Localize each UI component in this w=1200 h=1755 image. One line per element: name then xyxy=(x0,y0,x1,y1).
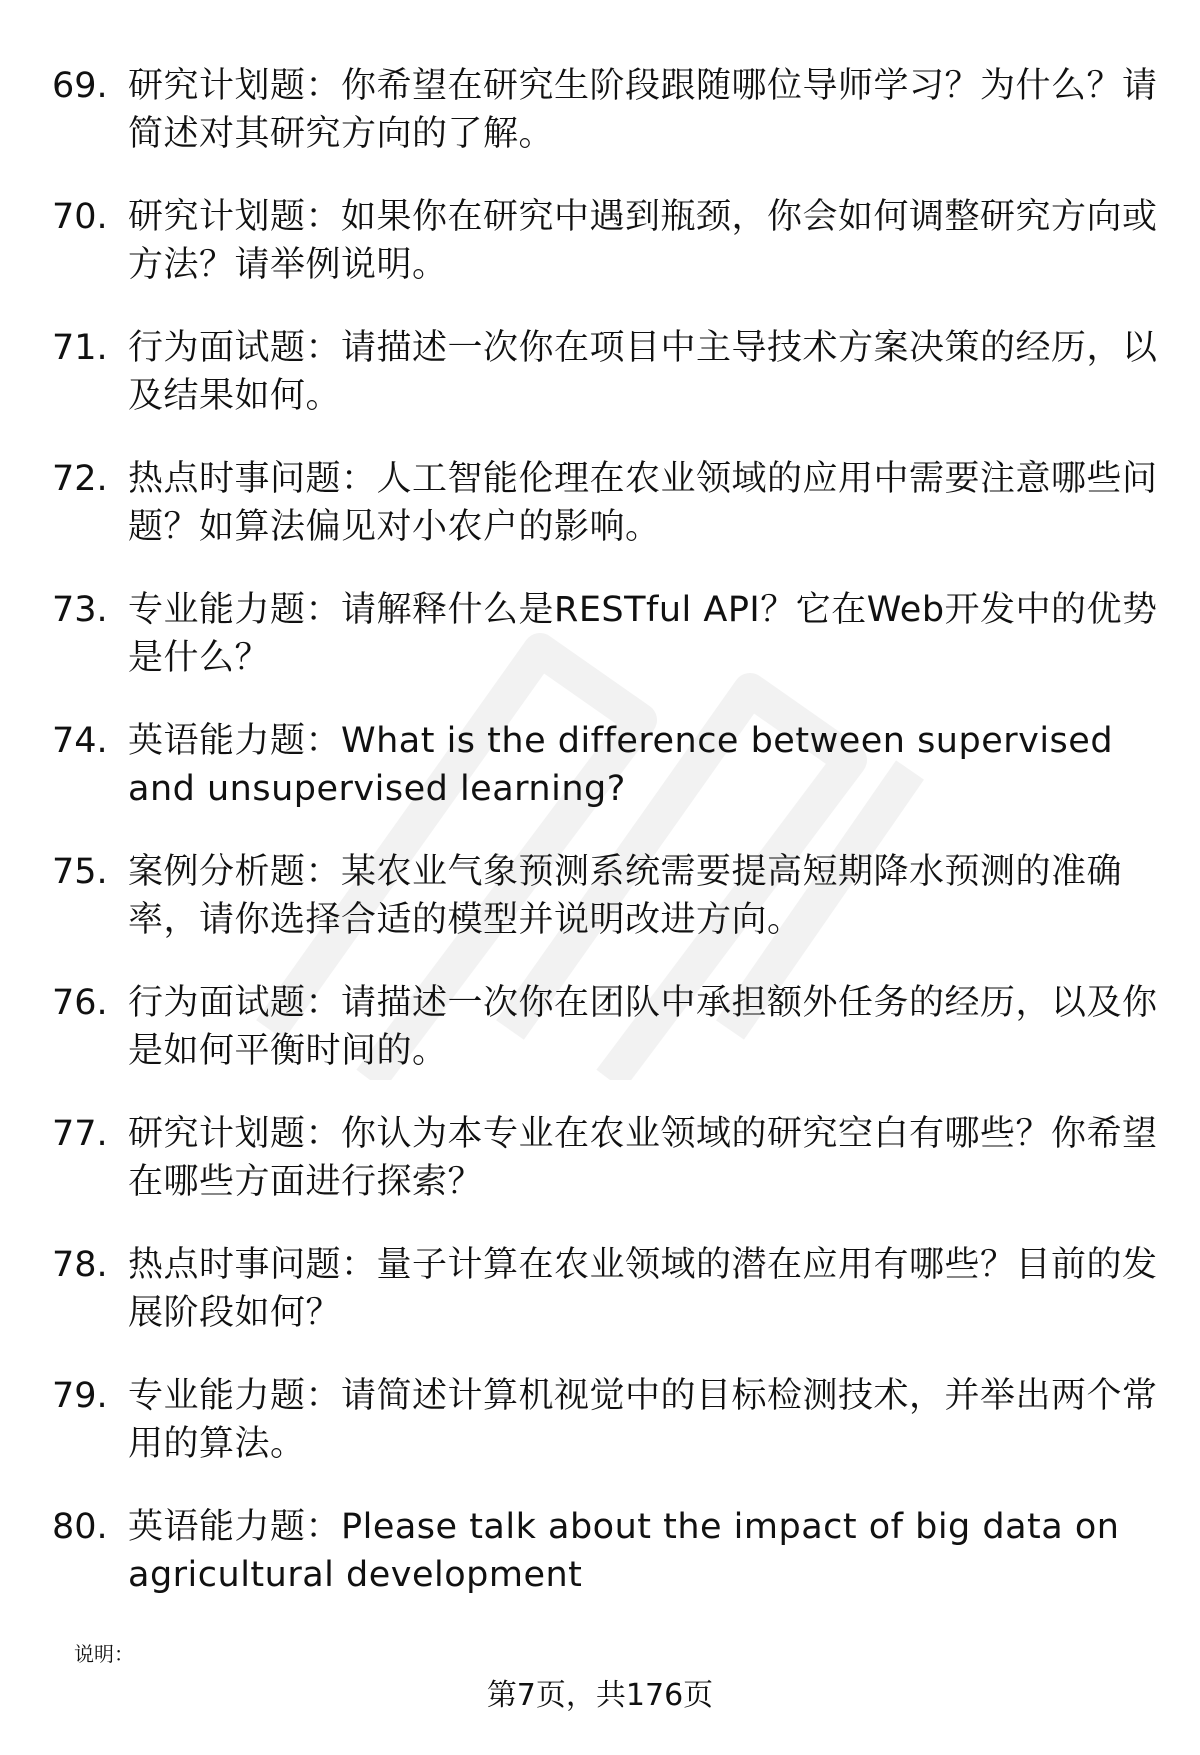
question-text: 热点时事问题：量子计算在农业领域的潜在应用有哪些？目前的发展阶段如何？ xyxy=(128,1245,1158,1333)
list-item xyxy=(52,586,1162,717)
list-item xyxy=(52,455,1162,586)
question-list xyxy=(52,62,1162,1634)
question-number: 77. xyxy=(52,1114,108,1154)
question-text: 研究计划题：你希望在研究生阶段跟随哪位导师学习？为什么？请简述对其研究方向的了解。 xyxy=(128,66,1158,154)
list-item xyxy=(52,717,1162,848)
question-number: 79. xyxy=(52,1376,108,1416)
question-text: 行为面试题：请描述一次你在团队中承担额外任务的经历，以及你是如何平衡时间的。 xyxy=(128,983,1158,1071)
list-item xyxy=(52,848,1162,979)
question-text: 研究计划题：如果你在研究中遇到瓶颈，你会如何调整研究方向或方法？请举例说明。 xyxy=(128,197,1158,285)
question-number: 78. xyxy=(52,1245,108,1285)
page-footer: 第7页，共176页 xyxy=(486,1678,714,1713)
list-item xyxy=(52,1372,1162,1503)
list-item xyxy=(52,324,1162,455)
question-text: 英语能力题：Please talk about the impact of big data on agricultural development xyxy=(128,1507,1120,1595)
note-label: 说明： xyxy=(74,1642,134,1666)
question-number: 69. xyxy=(52,66,108,106)
question-number: 71. xyxy=(52,328,108,368)
question-number: 76. xyxy=(52,983,108,1023)
question-number: 70. xyxy=(52,197,108,237)
question-number: 80. xyxy=(52,1507,108,1547)
question-number: 75. xyxy=(52,852,108,892)
list-item xyxy=(52,193,1162,324)
list-item xyxy=(52,1110,1162,1241)
question-text: 专业能力题：请解释什么是RESTful API？它在Web开发中的优势是什么？ xyxy=(128,590,1158,678)
question-number: 73. xyxy=(52,590,108,630)
list-item xyxy=(52,1241,1162,1372)
question-number: 72. xyxy=(52,459,108,499)
list-item xyxy=(52,1503,1162,1634)
question-text: 案例分析题：某农业气象预测系统需要提高短期降水预测的准确率，请你选择合适的模型并说明改进方向。 xyxy=(128,852,1123,940)
question-text: 专业能力题：请简述计算机视觉中的目标检测技术，并举出两个常用的算法。 xyxy=(128,1376,1158,1464)
question-number: 74. xyxy=(52,721,108,761)
question-text: 热点时事问题：人工智能伦理在农业领域的应用中需要注意哪些问题？如算法偏见对小农户的影响。 xyxy=(128,459,1158,547)
question-text: 行为面试题：请描述一次你在项目中主导技术方案决策的经历，以及结果如何。 xyxy=(128,328,1158,416)
list-item xyxy=(52,62,1162,193)
question-text: 英语能力题：What is the difference between supervised and unsupervised learning? xyxy=(128,721,1114,809)
list-item xyxy=(52,979,1162,1110)
question-text: 研究计划题：你认为本专业在农业领域的研究空白有哪些？你希望在哪些方面进行探索？ xyxy=(128,1114,1158,1202)
